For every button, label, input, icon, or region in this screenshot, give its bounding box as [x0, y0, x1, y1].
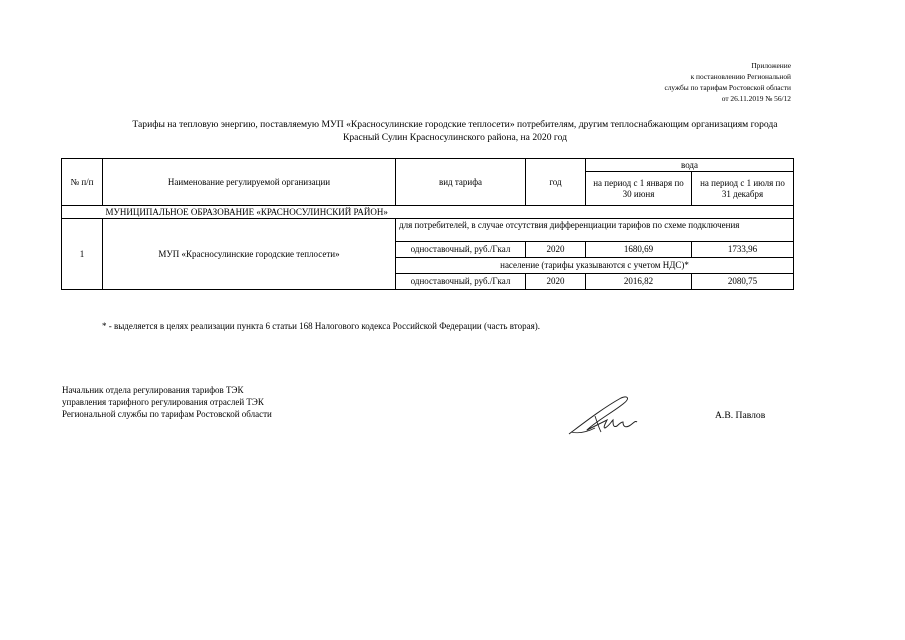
price-period-2: 2080,75: [692, 274, 794, 290]
title-line-1: Тарифы на тепловую энергию, поставляемую МУП «Красносулинские городские теплосети» потребителям, другим теплоснабжающим организациям города: [132, 119, 778, 130]
header-tariff-type: вид тарифа: [396, 159, 526, 206]
appendix-line: от 26.11.2019 № 56/12: [721, 94, 791, 103]
consumers-label: для потребителей, в случае отсутствия дифференциации тарифов по схеме подключения: [396, 219, 794, 242]
header-org: Наименование регулируемой организации: [103, 159, 396, 206]
signature: [565, 392, 655, 440]
signer-line: Региональной службы по тарифам Ростовской области: [62, 409, 272, 419]
signer-block: [62, 384, 272, 420]
year-cell: 2020: [526, 274, 586, 290]
signer-line: Начальник отдела регулирования тарифов ТЭК: [62, 385, 244, 395]
appendix-line: Приложение: [751, 61, 791, 70]
population-label: население (тарифы указываются с учетом НДС)*: [396, 258, 794, 274]
title-line-2: Красный Сулин Красносулинского района, на 2020 год: [342, 132, 568, 143]
tariff-type-cell: одноставочный, руб./Гкал: [396, 274, 526, 290]
tariff-table: [61, 158, 794, 290]
year-cell: 2020: [526, 242, 586, 258]
header-year: год: [526, 159, 586, 206]
appendix-line: службы по тарифам Ростовской области: [664, 83, 791, 92]
appendix-header: [664, 60, 791, 104]
document-title: [60, 118, 850, 144]
row-number: 1: [62, 219, 103, 290]
tariff-type-cell: одноставочный, руб./Гкал: [396, 242, 526, 258]
signer-name: А.В. Павлов: [715, 410, 766, 421]
org-name: МУП «Красносулинские городские теплосети»: [103, 219, 396, 290]
header-water: вода: [586, 159, 794, 172]
appendix-line: к постановлению Региональной: [690, 72, 791, 81]
signer-line: управления тарифного регулирования отраслей ТЭК: [62, 397, 264, 407]
price-period-1: 2016,82: [586, 274, 692, 290]
price-period-1: 1680,69: [586, 242, 692, 258]
header-period-1: на период с 1 января по 30 июня: [586, 172, 692, 206]
header-period-2: на период с 1 июля по 31 декабря: [692, 172, 794, 206]
footnote: * - выделяется в целях реализации пункта 6 статьи 168 Налогового кодекса Российской Федерации (часть вторая).: [102, 321, 540, 331]
price-period-2: 1733,96: [692, 242, 794, 258]
header-number: № п/п: [62, 159, 103, 206]
municipality-row: МУНИЦИПАЛЬНОЕ ОБРАЗОВАНИЕ «КРАСНОСУЛИНСКИЙ РАЙОН»: [103, 206, 526, 219]
